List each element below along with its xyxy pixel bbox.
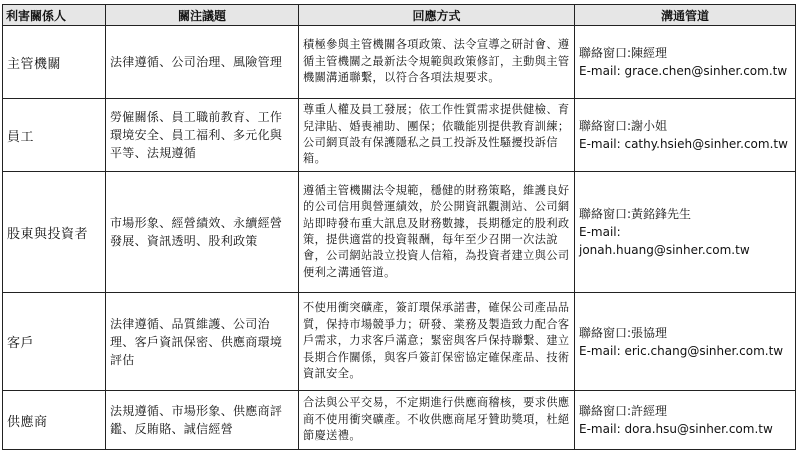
contact-window: 聯絡窗口:許經理 <box>579 404 668 418</box>
contact-cell <box>575 99 796 172</box>
stakeholder-table <box>2 4 796 450</box>
stakeholder-cell: 股東與投資者 <box>3 172 106 293</box>
stakeholder-cell: 供應商 <box>3 391 106 450</box>
header-topics: 關注議題 <box>106 5 299 26</box>
contact-cell <box>575 293 796 391</box>
contact-cell <box>575 172 796 293</box>
contact-window: 聯絡窗口:陳經理 <box>579 46 668 60</box>
table-header-row <box>3 5 796 26</box>
table-row <box>3 172 796 293</box>
response-cell: 不使用衝突礦產，簽訂環保承諾書，確保公司產品品質，保持市場競爭力；研發、業務及製造致力配合客戶需求，力求客戶滿意；緊密與客戶保持聯繫、建立長期合作關係，與客戶簽訂保密協定確保產品、技術資訊安全。 <box>299 293 575 391</box>
contact-email: E-mail: eric.chang@sinher.com.tw <box>579 343 784 358</box>
contact-email: E-mail: dora.hsu@sinher.com.tw <box>579 422 773 436</box>
contact-window: 聯絡窗口:謝小姐 <box>579 119 668 133</box>
contact-email: E-mail: jonah.huang@sinher.com.tw <box>579 225 750 257</box>
response-cell: 遵循主管機關法令規範，穩健的財務策略，維護良好的公司信用與營運績效，於公開資訊觀測站、公司網站即時發布重大訊息及財務數據，長期穩定的股利政策，提供適當的投資報酬，每年至少召開一次法說會，公司網站設立投資人信箱，為投資者建立與公司便利之溝通管道。 <box>299 172 575 293</box>
topics-cell: 法律遵循、品質維護、公司治理、客戶資訊保密、供應商環境評估 <box>106 293 299 391</box>
response-cell: 尊重人權及員工發展；依工作性質需求提供健檢、育兒津貼、婚喪補助、團保；依職能別提供教育訓練；公司網頁設有保護隱私之員工投訴及性騷擾投訴信箱。 <box>299 99 575 172</box>
contact-window: 聯絡窗口:黃銘鋒先生 <box>579 207 692 221</box>
topics-cell: 法律遵循、公司治理、風險管理 <box>106 26 299 99</box>
stakeholder-cell: 客戶 <box>3 293 106 391</box>
header-response: 回應方式 <box>299 5 575 26</box>
contact-cell <box>575 391 796 450</box>
contact-email: E-mail: cathy.hsieh@sinher.com.tw <box>579 137 788 151</box>
stakeholder-cell: 主管機關 <box>3 26 106 99</box>
table-row <box>3 391 796 450</box>
header-stakeholder: 利害關係人 <box>3 5 106 26</box>
topics-cell: 市場形象、經營績效、永續經營發展、資訊透明、股利政策 <box>106 172 299 293</box>
response-cell: 合法與公平交易，不定期進行供應商稽核，要求供應商不使用衝突礦產。不收供應商尾牙贊助獎項，杜絕節慶送禮。 <box>299 391 575 450</box>
contact-cell <box>575 26 796 99</box>
contact-window: 聯絡窗口:張協理 <box>579 325 668 340</box>
stakeholder-cell: 員工 <box>3 99 106 172</box>
response-cell: 積極參與主管機關各項政策、法令宣導之研討會、遵循主管機關之最新法令規範與政策修訂，主動與主管機關溝通聯繫，以符合各項法規要求。 <box>299 26 575 99</box>
header-channel: 溝通管道 <box>575 5 796 26</box>
table-row <box>3 99 796 172</box>
topics-cell: 法規遵循、市場形象、供應商評鑑、反賄賂、誠信經營 <box>106 391 299 450</box>
table-row <box>3 26 796 99</box>
table-row <box>3 293 796 391</box>
contact-email: E-mail: grace.chen@sinher.com.tw <box>579 64 788 78</box>
topics-cell: 勞僱關係、員工職前教育、工作環境安全、員工福利、多元化與平等、法規遵循 <box>106 99 299 172</box>
